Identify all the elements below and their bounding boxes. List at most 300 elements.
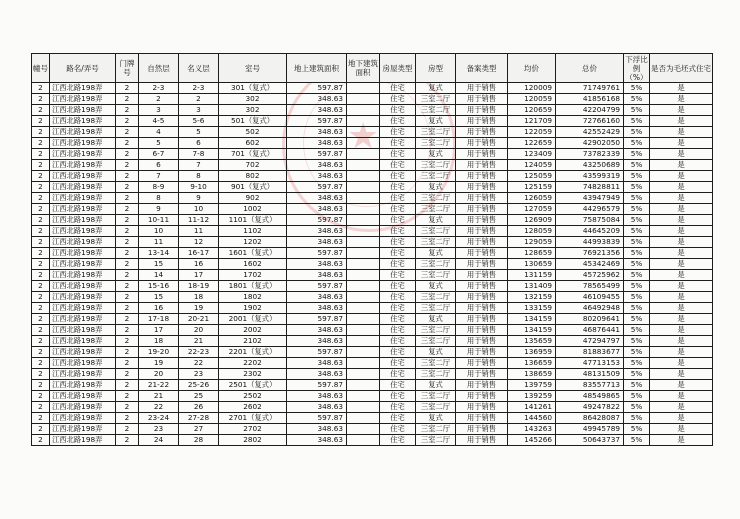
table-cell: 143263 <box>508 424 556 435</box>
table-cell: 复式 <box>416 83 456 94</box>
table-cell: 三室二厅 <box>416 160 456 171</box>
table-cell <box>347 281 380 292</box>
table-cell: 136659 <box>508 358 556 369</box>
table-cell: 2 <box>32 105 50 116</box>
table-cell: 住宅 <box>380 138 416 149</box>
table-cell: 597.87 <box>287 116 347 127</box>
table-cell: 江西北路198弄 <box>50 369 116 380</box>
table-cell: 72766160 <box>556 116 624 127</box>
table-cell: 18-19 <box>179 281 219 292</box>
table-cell: 136959 <box>508 347 556 358</box>
table-cell <box>347 270 380 281</box>
table-cell: 三室二厅 <box>416 424 456 435</box>
table-row <box>32 336 713 347</box>
table-cell <box>347 314 380 325</box>
table-cell: 住宅 <box>380 325 416 336</box>
table-cell: 19 <box>139 358 179 369</box>
table-cell: 120659 <box>508 105 556 116</box>
table-cell: 46492948 <box>556 303 624 314</box>
table-cell: 2 <box>116 292 139 303</box>
table-row <box>32 358 713 369</box>
table-cell: 133159 <box>508 303 556 314</box>
table-cell: 597.87 <box>287 215 347 226</box>
table-cell: 江西北路198弄 <box>50 358 116 369</box>
table-cell: 43250689 <box>556 160 624 171</box>
column-header: 是否为毛坯式住宅 <box>650 54 713 83</box>
table-cell: 是 <box>650 435 713 446</box>
table-cell: 15-16 <box>139 281 179 292</box>
table-cell: 2 <box>116 402 139 413</box>
table-cell: 139759 <box>508 380 556 391</box>
table-cell: 2 <box>32 380 50 391</box>
table-cell: 5% <box>624 402 650 413</box>
table-cell: 301（复式） <box>219 83 287 94</box>
column-header: 地上建筑面积 <box>287 54 347 83</box>
table-cell: 用于销售 <box>456 248 508 259</box>
table-cell: 复式 <box>416 281 456 292</box>
table-cell: 1202 <box>219 237 287 248</box>
column-header: 门牌号 <box>116 54 139 83</box>
table-cell: 江西北路198弄 <box>50 138 116 149</box>
table-cell: 2 <box>32 336 50 347</box>
table-cell: 42902050 <box>556 138 624 149</box>
table-cell: 2202 <box>219 358 287 369</box>
table-cell: 5% <box>624 215 650 226</box>
table-cell: 597.87 <box>287 347 347 358</box>
table-cell: 10 <box>139 226 179 237</box>
table-cell: 江西北路198弄 <box>50 149 116 160</box>
table-cell: 2 <box>32 160 50 171</box>
table-cell: 2502 <box>219 391 287 402</box>
table-cell: 701（复式） <box>219 149 287 160</box>
column-header: 名义层 <box>179 54 219 83</box>
table-cell: 50643737 <box>556 435 624 446</box>
table-cell: 83557713 <box>556 380 624 391</box>
table-cell: 2 <box>32 391 50 402</box>
table-cell: 76921356 <box>556 248 624 259</box>
table-cell: 江西北路198弄 <box>50 270 116 281</box>
table-cell: 131409 <box>508 281 556 292</box>
table-cell: 348.63 <box>287 226 347 237</box>
table-cell: 128659 <box>508 248 556 259</box>
table-cell: 10-11 <box>139 215 179 226</box>
table-cell: 597.87 <box>287 314 347 325</box>
table-cell: 2 <box>32 83 50 94</box>
column-header: 房型 <box>416 54 456 83</box>
table-header-row <box>32 54 713 83</box>
table-cell: 302 <box>219 94 287 105</box>
table-cell: 是 <box>650 336 713 347</box>
table-cell: 5% <box>624 116 650 127</box>
table-cell <box>347 204 380 215</box>
table-cell: 2 <box>32 116 50 127</box>
table-cell <box>347 94 380 105</box>
table-cell: 2 <box>32 127 50 138</box>
table-row <box>32 182 713 193</box>
table-cell: 江西北路198弄 <box>50 391 116 402</box>
table-cell: 5% <box>624 94 650 105</box>
table-row <box>32 237 713 248</box>
table-cell: 是 <box>650 303 713 314</box>
table-cell: 是 <box>650 380 713 391</box>
table-cell: 43947949 <box>556 193 624 204</box>
table-cell: 16 <box>179 259 219 270</box>
table-cell: 是 <box>650 424 713 435</box>
table-cell: 2 <box>116 171 139 182</box>
table-cell: 是 <box>650 248 713 259</box>
table-cell: 348.63 <box>287 105 347 116</box>
table-cell: 2 <box>116 237 139 248</box>
table-cell: 120009 <box>508 83 556 94</box>
table-cell: 2802 <box>219 435 287 446</box>
table-cell: 2 <box>116 413 139 424</box>
table-cell: 用于销售 <box>456 259 508 270</box>
table-cell: 45342469 <box>556 259 624 270</box>
table-cell: 江西北路198弄 <box>50 83 116 94</box>
table-cell: 是 <box>650 270 713 281</box>
table-cell <box>347 336 380 347</box>
table-cell: 5% <box>624 83 650 94</box>
table-row <box>32 413 713 424</box>
table-cell: 128059 <box>508 226 556 237</box>
table-cell: 用于销售 <box>456 358 508 369</box>
table-cell: 46876441 <box>556 325 624 336</box>
table-row <box>32 380 713 391</box>
table-cell: 2 <box>32 314 50 325</box>
table-row <box>32 325 713 336</box>
table-cell: 13-14 <box>139 248 179 259</box>
table-cell: 348.63 <box>287 358 347 369</box>
table-cell: 5% <box>624 314 650 325</box>
table-row <box>32 314 713 325</box>
table-cell: 348.63 <box>287 402 347 413</box>
table-cell: 是 <box>650 105 713 116</box>
table-cell <box>347 292 380 303</box>
table-cell: 597.87 <box>287 281 347 292</box>
table-cell: 2 <box>32 413 50 424</box>
table-cell: 16-17 <box>179 248 219 259</box>
table-cell: 1602 <box>219 259 287 270</box>
table-cell: 2 <box>116 83 139 94</box>
table-cell: 2 <box>116 435 139 446</box>
table-cell: 用于销售 <box>456 435 508 446</box>
table-cell <box>347 424 380 435</box>
table-cell: 江西北路198弄 <box>50 424 116 435</box>
table-cell: 江西北路198弄 <box>50 127 116 138</box>
table-cell: 2 <box>32 237 50 248</box>
table-cell: 348.63 <box>287 325 347 336</box>
table-cell: 用于销售 <box>456 204 508 215</box>
table-cell: 是 <box>650 314 713 325</box>
table-cell: 302 <box>219 105 287 116</box>
table-cell: 三室二厅 <box>416 127 456 138</box>
table-cell: 2 <box>32 325 50 336</box>
table-cell: 2-3 <box>179 83 219 94</box>
table-cell: 2 <box>116 182 139 193</box>
table-cell: 348.63 <box>287 138 347 149</box>
table-cell: 602 <box>219 138 287 149</box>
table-cell: 17-18 <box>139 314 179 325</box>
table-cell: 5% <box>624 105 650 116</box>
table-cell: 348.63 <box>287 369 347 380</box>
table-cell: 住宅 <box>380 369 416 380</box>
table-cell: 2 <box>116 281 139 292</box>
table-cell: 复式 <box>416 215 456 226</box>
table-cell <box>347 127 380 138</box>
table-cell: 71749761 <box>556 83 624 94</box>
table-cell: 2 <box>32 138 50 149</box>
table-cell: 江西北路198弄 <box>50 160 116 171</box>
table-cell: 5-6 <box>179 116 219 127</box>
table-cell: 2702 <box>219 424 287 435</box>
table-cell: 三室二厅 <box>416 237 456 248</box>
table-cell: 597.87 <box>287 380 347 391</box>
table-cell: 江西北路198弄 <box>50 171 116 182</box>
table-cell: 住宅 <box>380 237 416 248</box>
table-cell: 江西北路198弄 <box>50 116 116 127</box>
table-cell: 三室二厅 <box>416 369 456 380</box>
table-cell: 9 <box>139 204 179 215</box>
table-cell: 25 <box>179 391 219 402</box>
table-cell: 用于销售 <box>456 160 508 171</box>
table-cell: 902 <box>219 193 287 204</box>
table-cell: 28 <box>179 435 219 446</box>
table-cell <box>347 402 380 413</box>
column-header: 下浮比例（%） <box>625 54 648 82</box>
table-cell: 用于销售 <box>456 138 508 149</box>
table-cell: 5% <box>624 413 650 424</box>
table-row <box>32 94 713 105</box>
table-cell: 15 <box>139 259 179 270</box>
table-cell: 2002 <box>219 325 287 336</box>
table-cell: 348.63 <box>287 424 347 435</box>
table-cell: 住宅 <box>380 160 416 171</box>
table-cell: 5 <box>139 138 179 149</box>
table-cell: 江西北路198弄 <box>50 413 116 424</box>
table-row <box>32 127 713 138</box>
table-cell: 江西北路198弄 <box>50 380 116 391</box>
table-cell: 348.63 <box>287 160 347 171</box>
table-cell: 78565499 <box>556 281 624 292</box>
table-cell: 住宅 <box>380 358 416 369</box>
table-cell: 5% <box>624 424 650 435</box>
table-cell: 23 <box>139 424 179 435</box>
table-cell: 597.87 <box>287 149 347 160</box>
table-row <box>32 402 713 413</box>
table-cell: 三室二厅 <box>416 171 456 182</box>
table-row <box>32 215 713 226</box>
table-cell: 用于销售 <box>456 83 508 94</box>
table-cell: 2 <box>32 182 50 193</box>
table-cell: 1002 <box>219 204 287 215</box>
table-cell: 41856168 <box>556 94 624 105</box>
table-cell: 14 <box>139 270 179 281</box>
table-row <box>32 193 713 204</box>
table-cell: 三室二厅 <box>416 303 456 314</box>
table-cell <box>347 149 380 160</box>
table-cell: 5 <box>179 127 219 138</box>
table-cell: 2 <box>32 204 50 215</box>
table-cell: 22-23 <box>179 347 219 358</box>
table-cell: 19 <box>179 303 219 314</box>
table-cell: 131159 <box>508 270 556 281</box>
table-cell: 901（复式） <box>219 182 287 193</box>
table-cell: 1102 <box>219 226 287 237</box>
table-cell: 三室二厅 <box>416 94 456 105</box>
table-cell: 130659 <box>508 259 556 270</box>
table-cell: 江西北路198弄 <box>50 292 116 303</box>
table-cell: 三室二厅 <box>416 138 456 149</box>
table-cell: 是 <box>650 325 713 336</box>
table-cell: 2 <box>139 94 179 105</box>
table-cell: 2 <box>116 248 139 259</box>
table-cell: 597.87 <box>287 83 347 94</box>
table-row <box>32 270 713 281</box>
column-header: 总价 <box>556 54 624 83</box>
table-cell: 132159 <box>508 292 556 303</box>
table-cell: 7 <box>179 160 219 171</box>
table-cell <box>347 138 380 149</box>
table-row <box>32 248 713 259</box>
table-cell: 7-8 <box>179 149 219 160</box>
table-cell <box>347 215 380 226</box>
table-cell: 用于销售 <box>456 424 508 435</box>
table-cell: 80209641 <box>556 314 624 325</box>
table-cell: 502 <box>219 127 287 138</box>
table-cell: 用于销售 <box>456 237 508 248</box>
table-cell: 5% <box>624 435 650 446</box>
table-cell: 5% <box>624 259 650 270</box>
table-cell: 复式 <box>416 116 456 127</box>
table-cell: 20-21 <box>179 314 219 325</box>
seal-star-icon: ★ <box>347 116 380 157</box>
table-cell: 住宅 <box>380 435 416 446</box>
table-cell: 2001（复式） <box>219 314 287 325</box>
table-cell: 用于销售 <box>456 226 508 237</box>
table-cell: 121709 <box>508 116 556 127</box>
table-cell: 江西北路198弄 <box>50 215 116 226</box>
table-cell: 是 <box>650 369 713 380</box>
table-cell <box>347 303 380 314</box>
table-cell: 三室二厅 <box>416 358 456 369</box>
table-cell: 597.87 <box>287 248 347 259</box>
table-cell: 5% <box>624 292 650 303</box>
table-cell: 2 <box>116 204 139 215</box>
table-cell: 用于销售 <box>456 105 508 116</box>
table-cell: 用于销售 <box>456 116 508 127</box>
table-cell: 21 <box>139 391 179 402</box>
table-cell: 复式 <box>416 347 456 358</box>
table-cell: 8-9 <box>139 182 179 193</box>
table-cell: 2-3 <box>139 83 179 94</box>
table-cell: 134159 <box>508 325 556 336</box>
table-cell: 120059 <box>508 94 556 105</box>
table-cell: 三室二厅 <box>416 270 456 281</box>
table-cell: 348.63 <box>287 171 347 182</box>
table-cell <box>347 248 380 259</box>
table-cell: 2 <box>116 149 139 160</box>
table-row <box>32 160 713 171</box>
table-row <box>32 204 713 215</box>
table-cell: 复式 <box>416 248 456 259</box>
column-header: 室号 <box>219 54 287 83</box>
column-header: 备案类型 <box>456 54 508 83</box>
table-cell: 7 <box>139 171 179 182</box>
table-cell: 145266 <box>508 435 556 446</box>
table-cell: 江西北路198弄 <box>50 259 116 270</box>
table-cell: 2 <box>116 215 139 226</box>
table-cell: 45725962 <box>556 270 624 281</box>
table-cell: 用于销售 <box>456 325 508 336</box>
table-cell: 2701（复式） <box>219 413 287 424</box>
column-header: 地下建筑面积 <box>347 54 380 83</box>
table-cell: 三室二厅 <box>416 325 456 336</box>
table-cell: 住宅 <box>380 149 416 160</box>
table-row <box>32 435 713 446</box>
table-cell: 44993839 <box>556 237 624 248</box>
table-cell: 11 <box>139 237 179 248</box>
table-cell: 2 <box>116 391 139 402</box>
table-cell: 2 <box>116 138 139 149</box>
table-cell: 2 <box>116 303 139 314</box>
table-cell: 2 <box>32 435 50 446</box>
column-header: 均价 <box>508 54 556 83</box>
table-cell: 348.63 <box>287 336 347 347</box>
table-cell: 127059 <box>508 204 556 215</box>
table-cell: 三室二厅 <box>416 435 456 446</box>
table-cell: 5% <box>624 380 650 391</box>
table-cell: 是 <box>650 237 713 248</box>
table-cell: 用于销售 <box>456 391 508 402</box>
table-cell: 348.63 <box>287 193 347 204</box>
table-cell: 江西北路198弄 <box>50 182 116 193</box>
table-cell: 用于销售 <box>456 215 508 226</box>
table-cell: 是 <box>650 160 713 171</box>
table-cell: 44645209 <box>556 226 624 237</box>
table-cell: 三室二厅 <box>416 193 456 204</box>
table-cell: 2 <box>116 105 139 116</box>
table-cell: 2 <box>32 193 50 204</box>
table-cell: 2 <box>32 270 50 281</box>
table-cell: 复式 <box>416 182 456 193</box>
table-cell: 123409 <box>508 149 556 160</box>
table-cell: 2 <box>116 325 139 336</box>
table-cell: 是 <box>650 413 713 424</box>
table-cell: 27-28 <box>179 413 219 424</box>
table-cell: 江西北路198弄 <box>50 402 116 413</box>
table-cell: 住宅 <box>380 314 416 325</box>
table-cell: 1101（复式） <box>219 215 287 226</box>
table-cell: 江西北路198弄 <box>50 105 116 116</box>
table-cell: 21-22 <box>139 380 179 391</box>
table-cell: 42552429 <box>556 127 624 138</box>
table-cell: 2 <box>116 94 139 105</box>
table-cell: 20 <box>139 369 179 380</box>
table-cell: 住宅 <box>380 116 416 127</box>
table-cell: 12 <box>179 237 219 248</box>
table-cell: 复式 <box>416 380 456 391</box>
table-cell: 21 <box>179 336 219 347</box>
table-cell: 住宅 <box>380 380 416 391</box>
table-cell: 702 <box>219 160 287 171</box>
table-row <box>32 226 713 237</box>
table-row <box>32 105 713 116</box>
table-cell: 用于销售 <box>456 292 508 303</box>
table-row <box>32 281 713 292</box>
table-cell: 126909 <box>508 215 556 226</box>
table-cell: 5% <box>624 347 650 358</box>
table-cell: 73782339 <box>556 149 624 160</box>
